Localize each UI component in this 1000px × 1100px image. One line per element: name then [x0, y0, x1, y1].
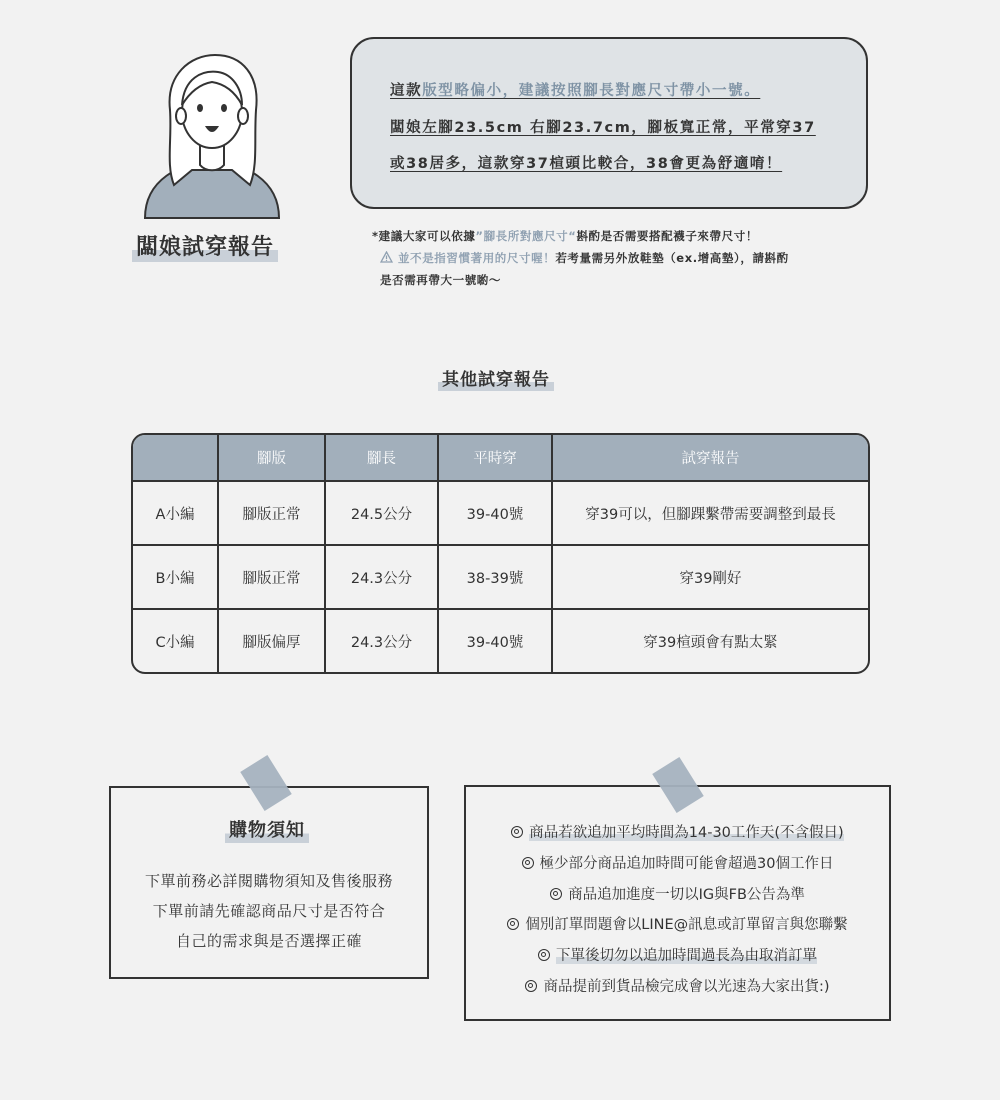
- restock-notice-line: 下單後切勿以追加時間過長為由取消訂單: [464, 944, 891, 965]
- table-cell: C小編: [133, 609, 218, 672]
- table-row: [133, 609, 868, 672]
- restock-notice-line: 商品提前到貨品檢完成會以光速為大家出貨:): [464, 975, 891, 996]
- table-cell: 39-40號: [438, 481, 552, 545]
- bubble-line-1: 這款版型略偏小，建議按照腳長對應尺寸帶小一號。: [390, 83, 761, 99]
- column-header: 試穿報告: [552, 435, 868, 481]
- owner-report-title: 闆娘試穿報告: [132, 234, 278, 262]
- table-cell: B小編: [133, 545, 218, 609]
- fit-report-table: [131, 433, 870, 674]
- column-header: 腳版: [218, 435, 325, 481]
- size-note-line-3: 是否需再帶大一號喲～: [380, 273, 501, 287]
- double-circle-icon: [525, 980, 537, 992]
- double-circle-icon: [550, 888, 562, 900]
- table-cell: 穿39楦頭會有點太緊: [552, 609, 868, 672]
- table-cell: 腳版正常: [218, 481, 325, 545]
- double-circle-icon: [511, 826, 523, 838]
- table-row: [133, 545, 868, 609]
- bubble-line-3: 或38居多，這款穿37楦頭比較合，38會更為舒適唷！: [390, 156, 783, 172]
- column-header: [133, 435, 218, 481]
- column-header: 平時穿: [438, 435, 552, 481]
- restock-notice-line: 商品追加進度一切以IG與FB公告為準: [464, 883, 891, 904]
- table-cell: A小編: [133, 481, 218, 545]
- table-cell: 24.3公分: [325, 545, 438, 609]
- owner-avatar-icon: [140, 50, 285, 220]
- column-header: 腳長: [325, 435, 438, 481]
- restock-notice-line: 個別訂單問題會以LINE@訊息或訂單留言與您聯繫: [464, 913, 891, 934]
- double-circle-icon: [538, 949, 550, 961]
- table-header-row: [133, 435, 868, 481]
- purchase-notice-line: 下單前務必詳閱購物須知及售後服務: [144, 872, 393, 890]
- owner-comment-bubble: [350, 37, 868, 209]
- table-cell: 腳版正常: [218, 545, 325, 609]
- table-cell: 穿39可以，但腳踝繫帶需要調整到最長: [552, 481, 868, 545]
- other-reports-title: 其他試穿報告: [438, 370, 554, 391]
- bubble-line-2: 闆娘左腳23.5cm 右腳23.7cm，腳板寬正常，平常穿37: [390, 120, 816, 136]
- restock-notice-line: 極少部分商品追加時間可能會超過30個工作日: [464, 852, 891, 873]
- purchase-notice-line: 下單前請先確認商品尺寸是否符合: [152, 902, 386, 920]
- table-cell: 腳版偏厚: [218, 609, 325, 672]
- table-cell: 穿39剛好: [552, 545, 868, 609]
- purchase-notice-line: 自己的需求與是否選擇正確: [175, 932, 362, 950]
- restock-notice-line: 商品若欲追加平均時間為14-30工作天(不含假日): [464, 821, 891, 842]
- double-circle-icon: [522, 857, 534, 869]
- size-note-line-2: 並不是指習慣著用的尺寸喔！若考量需另外放鞋墊（ex.增高墊），請斟酌: [380, 250, 789, 266]
- table-row: [133, 481, 868, 545]
- size-note-line-1: *建議大家可以依據”腳長所對應尺寸“斟酌是否需要搭配襪子來帶尺寸！: [372, 229, 758, 243]
- table-cell: 24.5公分: [325, 481, 438, 545]
- warning-icon: [380, 251, 393, 263]
- table-cell: 24.3公分: [325, 609, 438, 672]
- purchase-notice-title: 購物須知: [225, 820, 309, 843]
- double-circle-icon: [507, 918, 519, 930]
- table-cell: 39-40號: [438, 609, 552, 672]
- table-cell: 38-39號: [438, 545, 552, 609]
